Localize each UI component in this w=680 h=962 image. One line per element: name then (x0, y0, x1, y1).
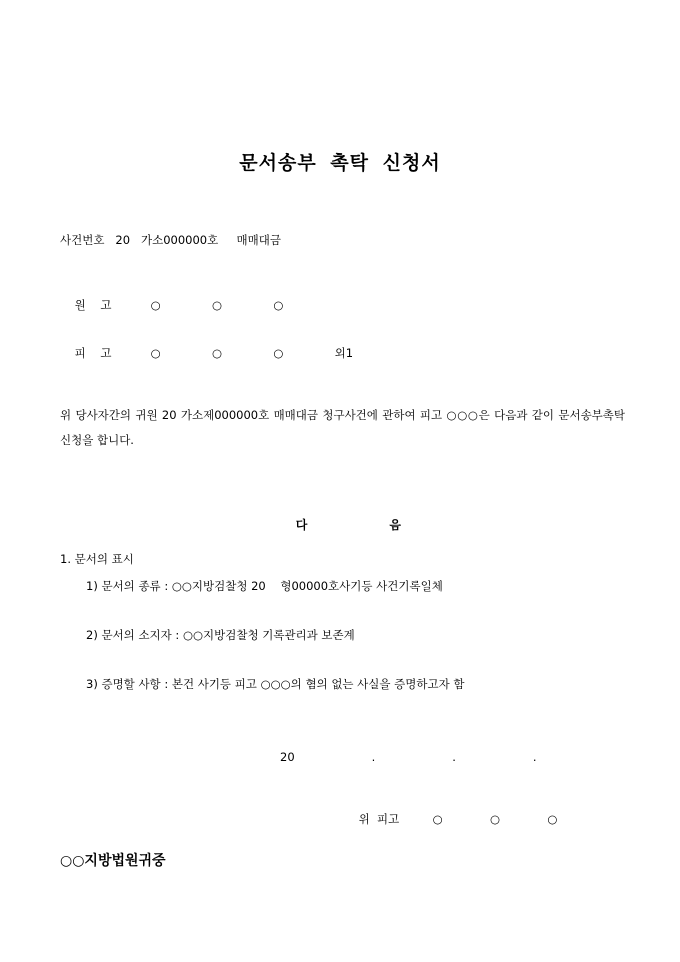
defendant-role-label: 피 고 (74, 346, 112, 360)
signature-role: 위 피고 (358, 812, 400, 826)
defendant-line (60, 331, 353, 375)
defendant-name: ○ ○ ○ 외1 (150, 346, 354, 360)
next-heading-right: 음 (389, 518, 401, 532)
signature-line (344, 797, 557, 841)
document-title: 문서송부 촉탁 신청서 (239, 152, 441, 174)
plaintiff-name: ○ ○ ○ (150, 298, 284, 312)
list-item: 1) 문서의 종류 : ○○지방검찰청 20 형00000호사기등 사건기록일체 (86, 579, 443, 593)
list-item: 3) 증명할 사항 : 본건 사기등 피고 ○○○의 혐의 없는 사실을 증명하고자 함 (86, 677, 465, 691)
plaintiff-line (60, 283, 283, 327)
next-heading (0, 502, 680, 547)
plaintiff-role-label: 원 고 (74, 298, 112, 312)
list-item: 2) 문서의 소지자 : ○○지방검찰청 기록관리과 보존계 (86, 628, 355, 642)
court-addressee: ○○지방법원귀중 (60, 853, 166, 869)
signature-name: ○ ○ ○ (432, 812, 558, 826)
next-heading-left: 다 (295, 518, 308, 532)
date-line: 20 . . . (280, 750, 537, 764)
body-paragraph: 위 당사자간의 귀원 20 가소제000000호 매매대금 청구사건에 관하여 피고 ○○○은 다음과 같이 문서송부촉탁 신청을 합니다. (60, 408, 625, 447)
case-number-line: 사건번호 20 가소000000호 매매대금 (60, 233, 281, 247)
section-title: 1. 문서의 표시 (60, 552, 134, 566)
